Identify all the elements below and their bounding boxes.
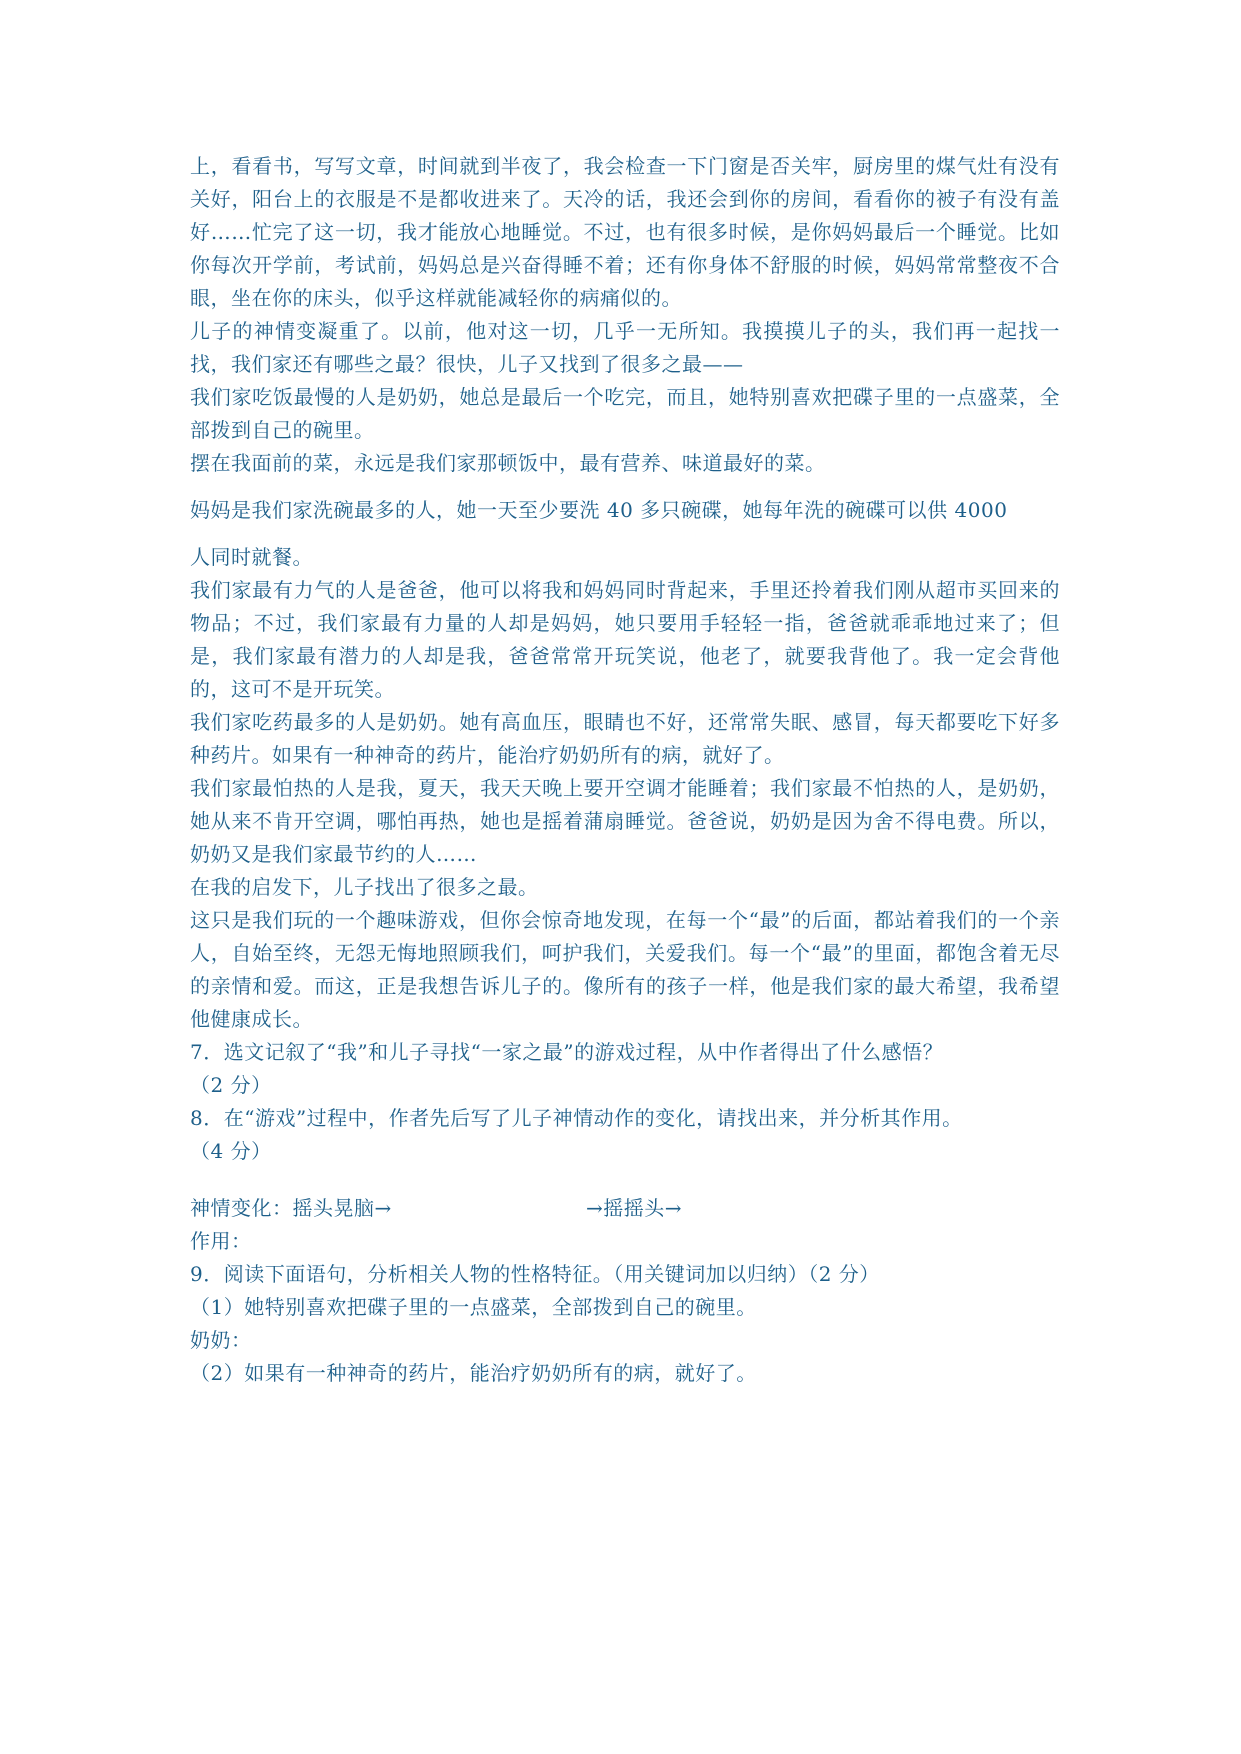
passage-paragraph-5-cont: 人同时就餐。: [190, 545, 313, 569]
passage-paragraph-9: 在我的启发下，儿子找出了很多之最。: [190, 875, 539, 899]
expression-change-label: 神情变化：摇头晃脑→: [190, 1196, 392, 1220]
passage-paragraph-10: 这只是我们玩的一个趣味游戏，但你会惊奇地发现，在每一个“最”的后面，都站着我们的一个亲人，自始至终，无怨无悔地照顾我们，呵护我们，关爱我们。每一个“最”的里面，都饱含着无尽的亲情和爱。而这，正是我想告诉儿子的。像所有的孩子一样，他是我们家的最大希望，我希望他健康成长。: [190, 908, 1060, 1031]
expression-change-middle: →摇摇头→: [586, 1196, 683, 1220]
question-8-score: （4 分）: [190, 1139, 272, 1163]
passage-paragraph-7: 我们家吃药最多的人是奶奶。她有高血压，眼睛也不好，还常常失眠、感冒，每天都要吃下好多种药片。如果有一种神奇的药片，能治疗奶奶所有的病，就好了。: [190, 710, 1060, 767]
passage-paragraph-2: 儿子的神情变凝重了。以前，他对这一切，几乎一无所知。我摸摸儿子的头，我们再一起找一找，我们家还有哪些之最？很快，儿子又找到了很多之最——: [190, 319, 1060, 376]
document-page: [190, 150, 1060, 1390]
effect-label: 作用：: [190, 1229, 252, 1253]
passage-paragraph-6: 我们家最有力气的人是爸爸，他可以将我和妈妈同时背起来，手里还拎着我们刚从超市买回来的物品；不过，我们家最有力量的人却是妈妈，她只要用手轻轻一指，爸爸就乖乖地过来了；但是，我们家最有潜力的人却是我，爸爸常常开玩笑说，他老了，就要我背他了。我一定会背他的，这可不是开玩笑。: [190, 578, 1060, 701]
expression-change-line: [190, 1192, 1060, 1225]
question-9: 9．阅读下面语句，分析相关人物的性格特征。（用关键词加以归纳）（2 分）: [190, 1262, 880, 1286]
passage-paragraph-8: 我们家最怕热的人是我，夏天，我天天晚上要开空调才能睡着；我们家最不怕热的人，是奶奶，她从来不肯开空调，哪怕再热，她也是摇着蒲扇睡觉。爸爸说，奶奶是因为舍不得电费。所以，奶奶又是我们家最节约的人……: [190, 776, 1060, 866]
grandma-label: 奶奶：: [190, 1328, 252, 1352]
question-9-item-2: （2）如果有一种神奇的药片，能治疗奶奶所有的病，就好了。: [190, 1361, 757, 1385]
passage-paragraph-3: 我们家吃饭最慢的人是奶奶，她总是最后一个吃完，而且，她特别喜欢把碟子里的一点盛菜，全部拨到自己的碗里。: [190, 385, 1060, 442]
passage-paragraph-4: 摆在我面前的菜，永远是我们家那顿饭中，最有营养、味道最好的菜。: [190, 451, 826, 475]
passage-paragraph-1: 上，看看书，写写文章，时间就到半夜了，我会检查一下门窗是否关牢，厨房里的煤气灶有没有关好，阳台上的衣服是不是都收进来了。天冷的话，我还会到你的房间，看看你的被子有没有盖好……忙完了这一切，我才能放心地睡觉。不过，也有很多时候，是你妈妈最后一个睡觉。比如你每次开学前，考试前，妈妈总是兴奋得睡不着；还有你身体不舒服的时候，妈妈常常整夜不合眼，坐在你的床头，似乎这样就能减轻你的病痛似的。: [190, 154, 1060, 310]
question-7: 7．选文记叙了“我”和儿子寻找“一家之最”的游戏过程，从中作者得出了什么感悟？: [190, 1040, 944, 1064]
question-7-score: （2 分）: [190, 1073, 272, 1097]
question-8: 8．在“游戏”过程中，作者先后写了儿子神情动作的变化，请找出来，并分析其作用。: [190, 1106, 963, 1130]
question-9-item-1: （1）她特别喜欢把碟子里的一点盛菜，全部拨到自己的碗里。: [190, 1295, 757, 1319]
passage-paragraph-5: 妈妈是我们家洗碗最多的人，她一天至少要洗 40 多只碗碟，她每年洗的碗碟可以供 4000: [190, 498, 1008, 522]
